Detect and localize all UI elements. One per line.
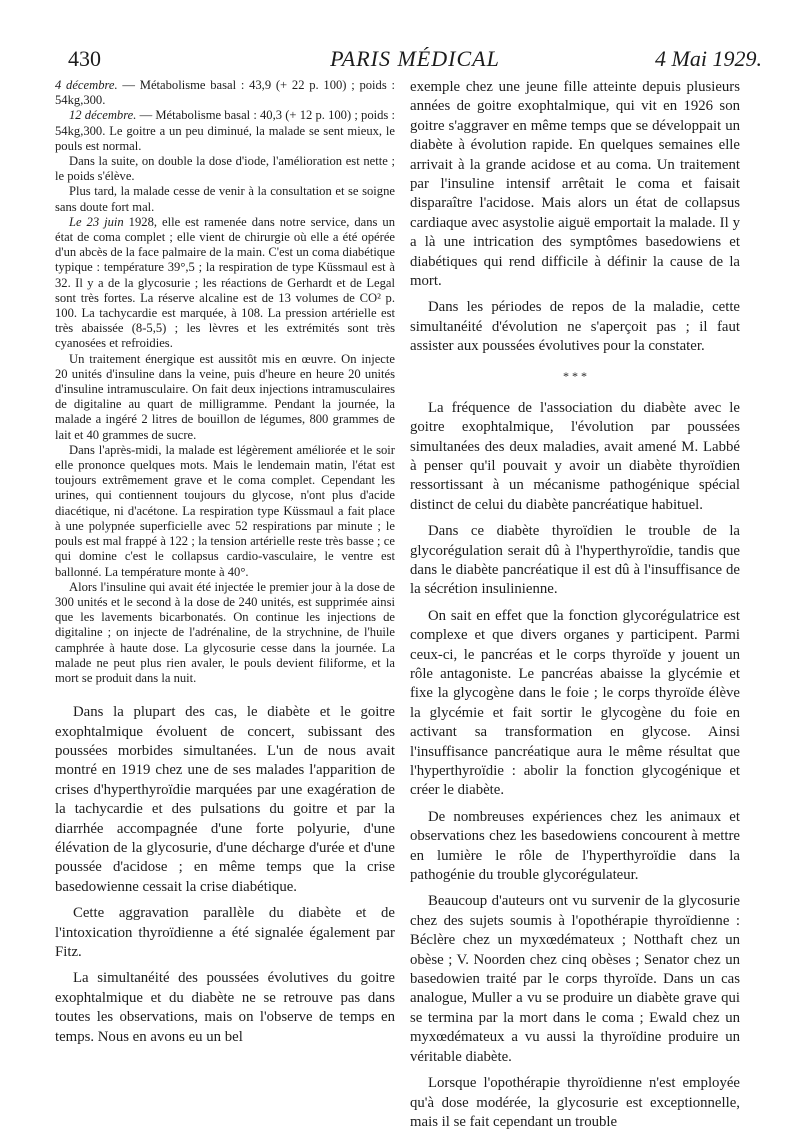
body-text-right-top (410, 78, 740, 357)
body-text-left (55, 703, 395, 1047)
case-paragraph: Le 23 juin 1928, elle est ramenée dans notre service, dans un état de coma complet ; elle vient de chirurgie où elle a été opérée d'un abcès de la face palmaire de la main. C'est un coma diabétique typique : température 39°,5 ; la respiration de type Küssmaul est à 32. Il y a de la glycosurie ; les réactions de Gerhardt et de Legal sont très fortes. La réserve alcaline est de 13 volumes de CO² p. 100. La tachycardie est marquée, à 108. La pression artérielle est très abaissée (8-5,5) ; les lèvres et les extrémités sont très cyanosées et refroidies. (55, 214, 396, 351)
body-paragraph: La simultanéité des poussées évolutives du goitre exophtalmique et du diabète ne se retrouve pas dans toutes les observations, mais on l'observe de temps en temps. Nous en avons eu un bel (55, 970, 395, 1045)
case-paragraph: Alors l'insuline qui avait été injectée le premier jour à la dose de 300 unités et le second à la dose de 240 unités, est supprimée ainsi que les lavements bicarbonatés. On continue les injections de digitaline ; on injecte de l'adrénaline, de la strychnine, de l'huile camphrée à haute dose. La glycosurie cesse dans la journée. La malade ne peut plus rien avaler, le pouls devient filiforme, et la mort se produit dans la nuit. (55, 579, 395, 685)
body-paragraph: Dans les périodes de repos de la maladie, cette simultanéité d'évolution ne s'aperçoit pas ; il faut assister aux poussées évolutives pour la constater. (410, 299, 740, 355)
case-paragraph: Plus tard, la malade cesse de venir à la consultation et se soigne sans doute fort mal. (55, 184, 395, 214)
body-paragraph: De nombreuses expériences chez les animaux et observations chez les basedowiens concourent à mettre en lumière le rôle de l'hyperthyroïdie dans la pathogénie du trouble glycorégulateur. (410, 808, 740, 884)
case-paragraph: 12 décembre. — Métabolisme basal : 40,3 (+ 12 p. 100) ; poids : 54kg,300. Le goitre a un peu diminué, la malade se sent mieux, le pouls est normal. (55, 108, 395, 153)
case-paragraph: Dans l'après-midi, la malade est légèrement améliorée et le soir elle prononce quelques mots. Mais le lendemain matin, l'état est toujours extrêmement grave et le coma complet. Cependant les urines, qui contiennent toujours du glycose, n'ont plus d'acide diacétique, ni d'acétone. La respiration type Küssmaul a fait place à une polypnée superficielle avec 52 respirations par minute ; le pouls est mal frappé à 122 ; la tension artérielle reste très basse ; ce qui domine c'est le collapsus cardio-vasculaire, le ventre est ballonné. La température monte à 40°. (55, 442, 395, 579)
issue-date: 4 Mai 1929. (655, 46, 762, 71)
body-paragraph: Lorsque l'opothérapie thyroïdienne n'est employée qu'à dose modérée, la glycosurie est exceptionnelle, mais il se fait cependant un trouble (410, 1075, 740, 1130)
body-paragraph: Beaucoup d'auteurs ont vu survenir de la glycosurie chez des sujets soumis à l'opothérapie thyroïdienne : Béclère chez un myxœdémateux ; Notthaft chez un obèse ; V. Noorden chez cinq obèses ; Senator chez un basedowien traité par le corps thyroïde. Dans un cas analogue, Muller a vu se produire un diabète grave qui se termina par la mort dans le coma ; Ewald chez un myxœdémateux a vu aussi la thyroïdine produire un véritable diabète. (410, 893, 740, 1065)
body-text-right-bottom (410, 399, 740, 1133)
body-paragraph: Dans la plupart des cas, le diabète et le goitre exophtalmique évoluent de concert, subissant des poussées morbides simultanées. L'un de nous avait montré en 1919 chez une de ses malades l'apparition de crises d'hyperthyroïdie marquées par une exagération de la tachycardie et des pulsations du goitre et par la diarrhée accompagnée d'une forte polyurie, d'une élévation de la glycosurie, d'une décharge d'urée et d'une poussée d'acidose ; en même temps que la crise basedowienne cessait la crise diabétique. (55, 704, 395, 895)
case-report (55, 78, 395, 686)
page-header (68, 46, 762, 76)
page-number: 430 (68, 46, 101, 71)
body-paragraph: La fréquence de l'association du diabète avec le goitre exophtalmique, l'évolution par poussées simultanées des deux maladies, avait amené M. Labbé à penser qu'il pouvait y avoir un diabète thyroïdien ressortissant à un mécanisme pathogénique spécial distinct de celui du diabète pancréatique habituel. (410, 399, 740, 513)
journal-title: PARIS MÉDICAL (330, 46, 500, 71)
case-paragraph: Dans la suite, on double la dose d'iode, l'amélioration est nette ; le poids s'élève. (55, 154, 395, 184)
body-paragraph: Cette aggravation parallèle du diabète et de l'intoxication thyroïdienne a été signalée également par Fitz. (55, 905, 395, 960)
body-paragraph: On sait en effet que la fonction glycorégulatrice est complexe et que divers organes y participent. Parmi ceux-ci, le pancréas et le corps thyroïde y jouent un rôle antagoniste. Le pancréas abaisse la glycémie et fixe la glycogène dans le foie ; le corps thyroïde élève la glycémie et fait sortir le glycogène du foie en activant sa transformation en glycose. Ainsi l'insuffisance pancréatique aura le même résultat que l'hyperthyroïdie : abolir la fonction glycogénique et créer le diabète. (410, 607, 740, 799)
section-separator: * * * (563, 368, 587, 383)
body-paragraph: exemple chez une jeune fille atteinte depuis plusieurs années de goitre exophtalmique, qui vit en 1926 son goitre s'aggraver en même temps que se développait un diabète à évolution rapide. En quelques semaines elle arrivait à la grande acidose et au coma. Un traitement par l'insuline intensif arrêtait le coma et faisait disparaître l'acidose. Mais alors un état de collapsus cardiaque avec asystolie aiguë emportait la malade. Il y a là une intrication des symptômes basedowiens et diabétiques qui rend difficile à définir la cause de la mort. (410, 79, 740, 290)
right-column (410, 78, 740, 1139)
body-paragraph: Dans ce diabète thyroïdien le trouble de la glycorégulation serait dû à l'hyperthyroïdie, tandis que dans le diabète pancréatique il est dû à l'insuffisance de la sécrétion insulinienne. (410, 523, 740, 598)
left-column (55, 78, 395, 1054)
case-paragraph: 4 décembre. — Métabolisme basal : 43,9 (+ 22 p. 100) ; poids : 54kg,300. (55, 78, 395, 108)
case-paragraph: Un traitement énergique est aussitôt mis en œuvre. On injecte 20 unités d'insuline dans la veine, puis d'heure en heure 20 unités d'insuline intramusculaire. On fait deux injections intramusculaires de digitaline au quart de milligramme. Pendant la journée, la malade a ingéré 2 litres de bouillon de légumes, 800 grammes de lait et 40 grammes de sucre. (55, 351, 395, 442)
